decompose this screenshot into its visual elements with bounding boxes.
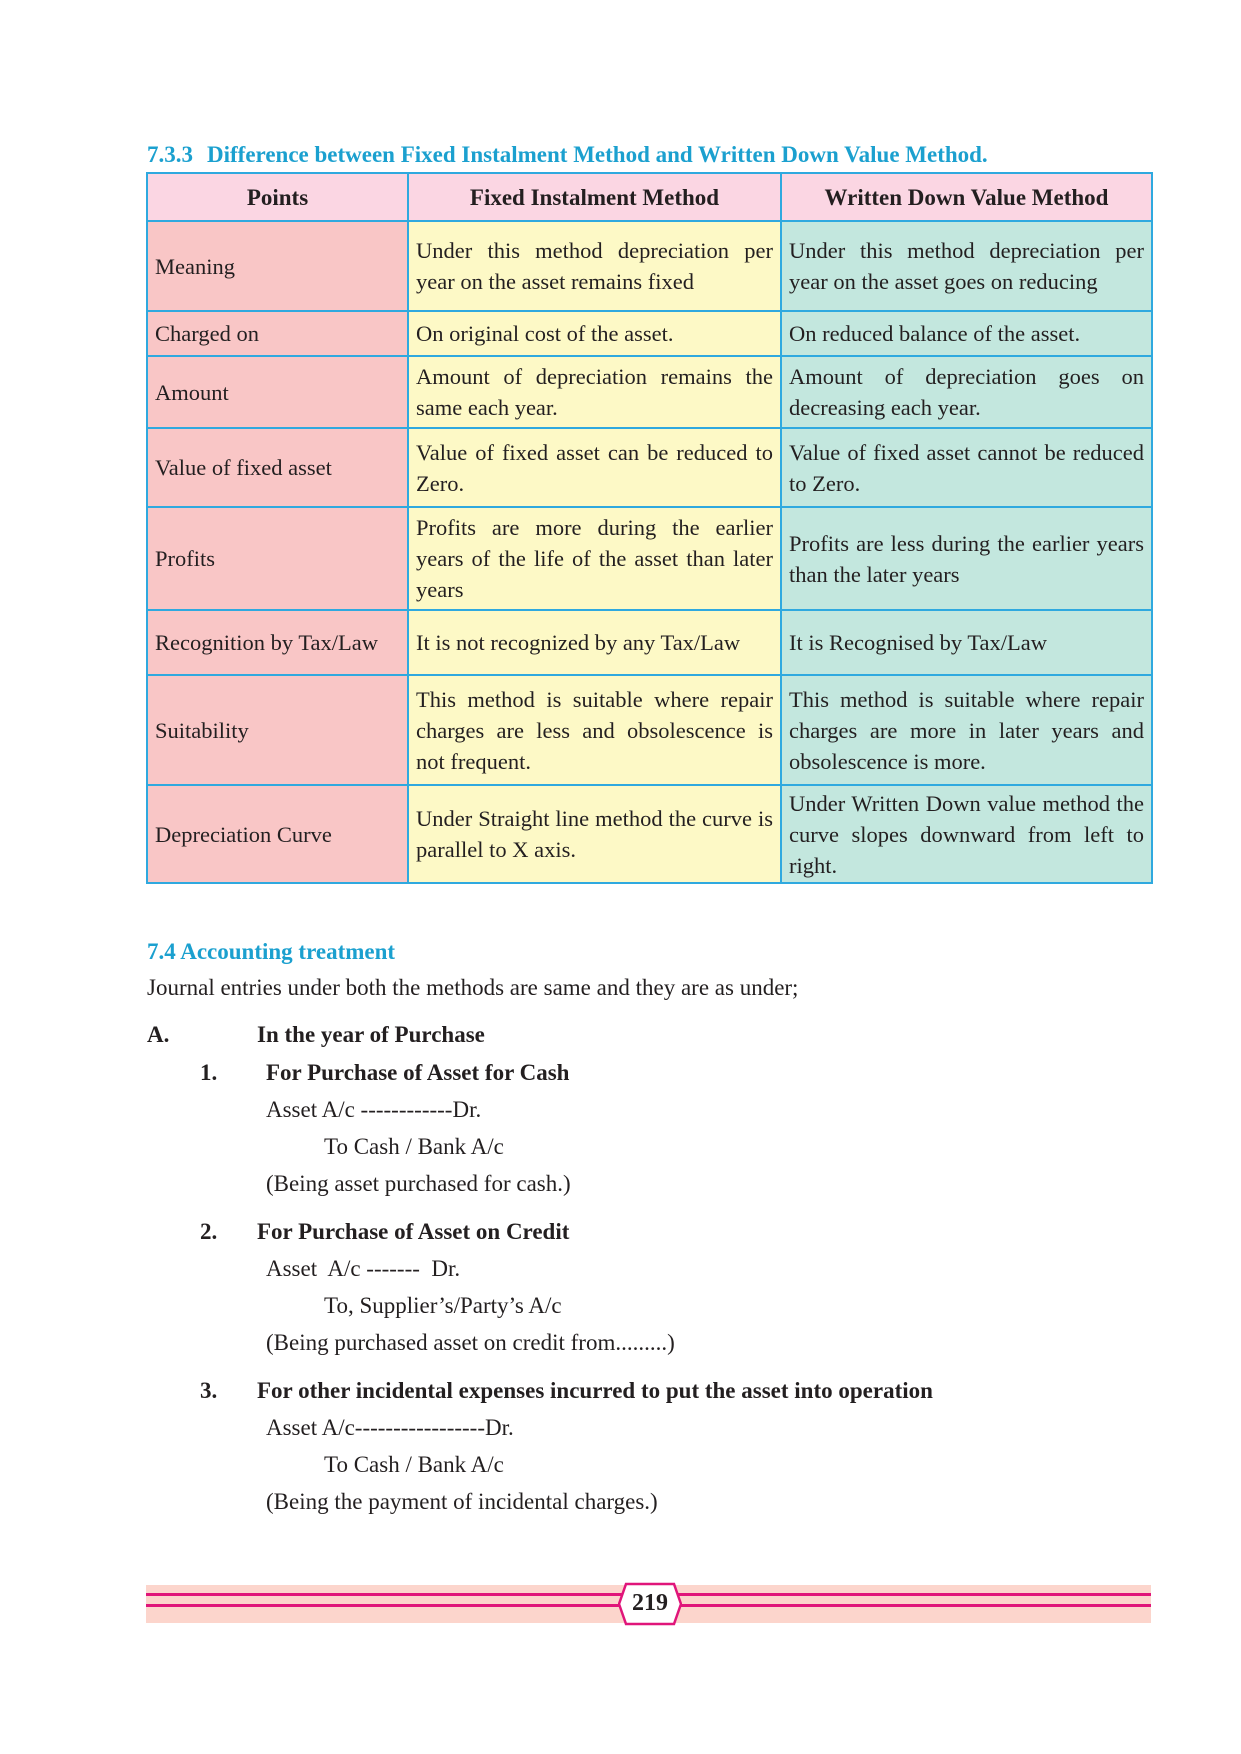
row-point: Recognition by Tax/Law [147, 610, 408, 675]
section-7-4-heading: 7.4 Accounting treatment [147, 939, 396, 964]
entry-3-number: 3. [200, 1378, 218, 1403]
row-fixed: Profits are more during the earlier years of the life of the asset than later years [408, 507, 781, 610]
row-fixed: Under Straight line method the curve is parallel to X axis. [408, 785, 781, 883]
entry-2-title: For Purchase of Asset on Credit [257, 1219, 570, 1244]
row-fixed: Value of fixed asset can be reduced to Zero. [408, 428, 781, 507]
row-fixed: Amount of depreciation remains the same each year. [408, 356, 781, 428]
entry-1-title: For Purchase of Asset for Cash [266, 1060, 570, 1085]
table-row [147, 428, 1152, 507]
page-number: 219 [632, 1590, 668, 1616]
table-row [147, 785, 1152, 883]
row-wdv: Amount of depreciation goes on decreasing each year. [781, 356, 1152, 428]
entry-2-credit: To, Supplier’s/Party’s A/c [324, 1293, 562, 1318]
row-wdv: Under Written Down value method the curve slopes downward from left to right. [781, 785, 1152, 883]
row-point: Depreciation Curve [147, 785, 408, 883]
row-point: Charged on [147, 311, 408, 356]
row-point: Value of fixed asset [147, 428, 408, 507]
entry-3-debit: Asset A/c-----------------Dr. [266, 1415, 514, 1440]
entry-2-debit: Asset A/c ------- Dr. [266, 1256, 461, 1281]
row-wdv: Profits are less during the earlier years than the later years [781, 507, 1152, 610]
entry-2-narration: (Being purchased asset on credit from.........) [266, 1330, 675, 1355]
row-point: Suitability [147, 675, 408, 785]
table-row [147, 675, 1152, 785]
header-written-down-value: Written Down Value Method [781, 173, 1152, 221]
entry-1-number: 1. [200, 1060, 218, 1085]
row-wdv: Value of fixed asset cannot be reduced to Zero. [781, 428, 1152, 507]
section-intro: Journal entries under both the methods are same and they are as under; [147, 975, 799, 1000]
part-a-label: A. [147, 1022, 170, 1047]
part-a-title: In the year of Purchase [257, 1022, 485, 1047]
entry-3-title: For other incidental expenses incurred to put the asset into operation [257, 1378, 933, 1403]
entry-1-credit: To Cash / Bank A/c [324, 1134, 504, 1159]
table-row [147, 507, 1152, 610]
row-wdv: This method is suitable where repair charges are more in later years and obsolescence is more. [781, 675, 1152, 785]
row-wdv: It is Recognised by Tax/Law [781, 610, 1152, 675]
table-row [147, 356, 1152, 428]
header-fixed-instalment: Fixed Instalment Method [408, 173, 781, 221]
entry-2-number: 2. [200, 1219, 218, 1244]
row-fixed: Under this method depreciation per year on the asset remains fixed [408, 221, 781, 311]
header-points: Points [147, 173, 408, 221]
table-header-row [147, 173, 1152, 221]
table-row [147, 221, 1152, 311]
section-number: 7.3.3 [147, 142, 193, 167]
entry-1-narration: (Being asset purchased for cash.) [266, 1171, 571, 1196]
row-wdv: Under this method depreciation per year on the asset goes on reducing [781, 221, 1152, 311]
row-point: Meaning [147, 221, 408, 311]
comparison-table [146, 172, 1153, 884]
entry-3-credit: To Cash / Bank A/c [324, 1452, 504, 1477]
entry-3-narration: (Being the payment of incidental charges.) [266, 1489, 658, 1514]
section-7-3-3-heading [147, 142, 988, 168]
section-title: Difference between Fixed Instalment Method and Written Down Value Method. [207, 142, 988, 167]
table-row [147, 610, 1152, 675]
table-row [147, 311, 1152, 356]
row-point: Profits [147, 507, 408, 610]
row-fixed: It is not recognized by any Tax/Law [408, 610, 781, 675]
entry-1-debit: Asset A/c ------------Dr. [266, 1097, 482, 1122]
row-fixed: On original cost of the asset. [408, 311, 781, 356]
row-fixed: This method is suitable where repair charges are less and obsolescence is not frequent. [408, 675, 781, 785]
row-wdv: On reduced balance of the asset. [781, 311, 1152, 356]
row-point: Amount [147, 356, 408, 428]
